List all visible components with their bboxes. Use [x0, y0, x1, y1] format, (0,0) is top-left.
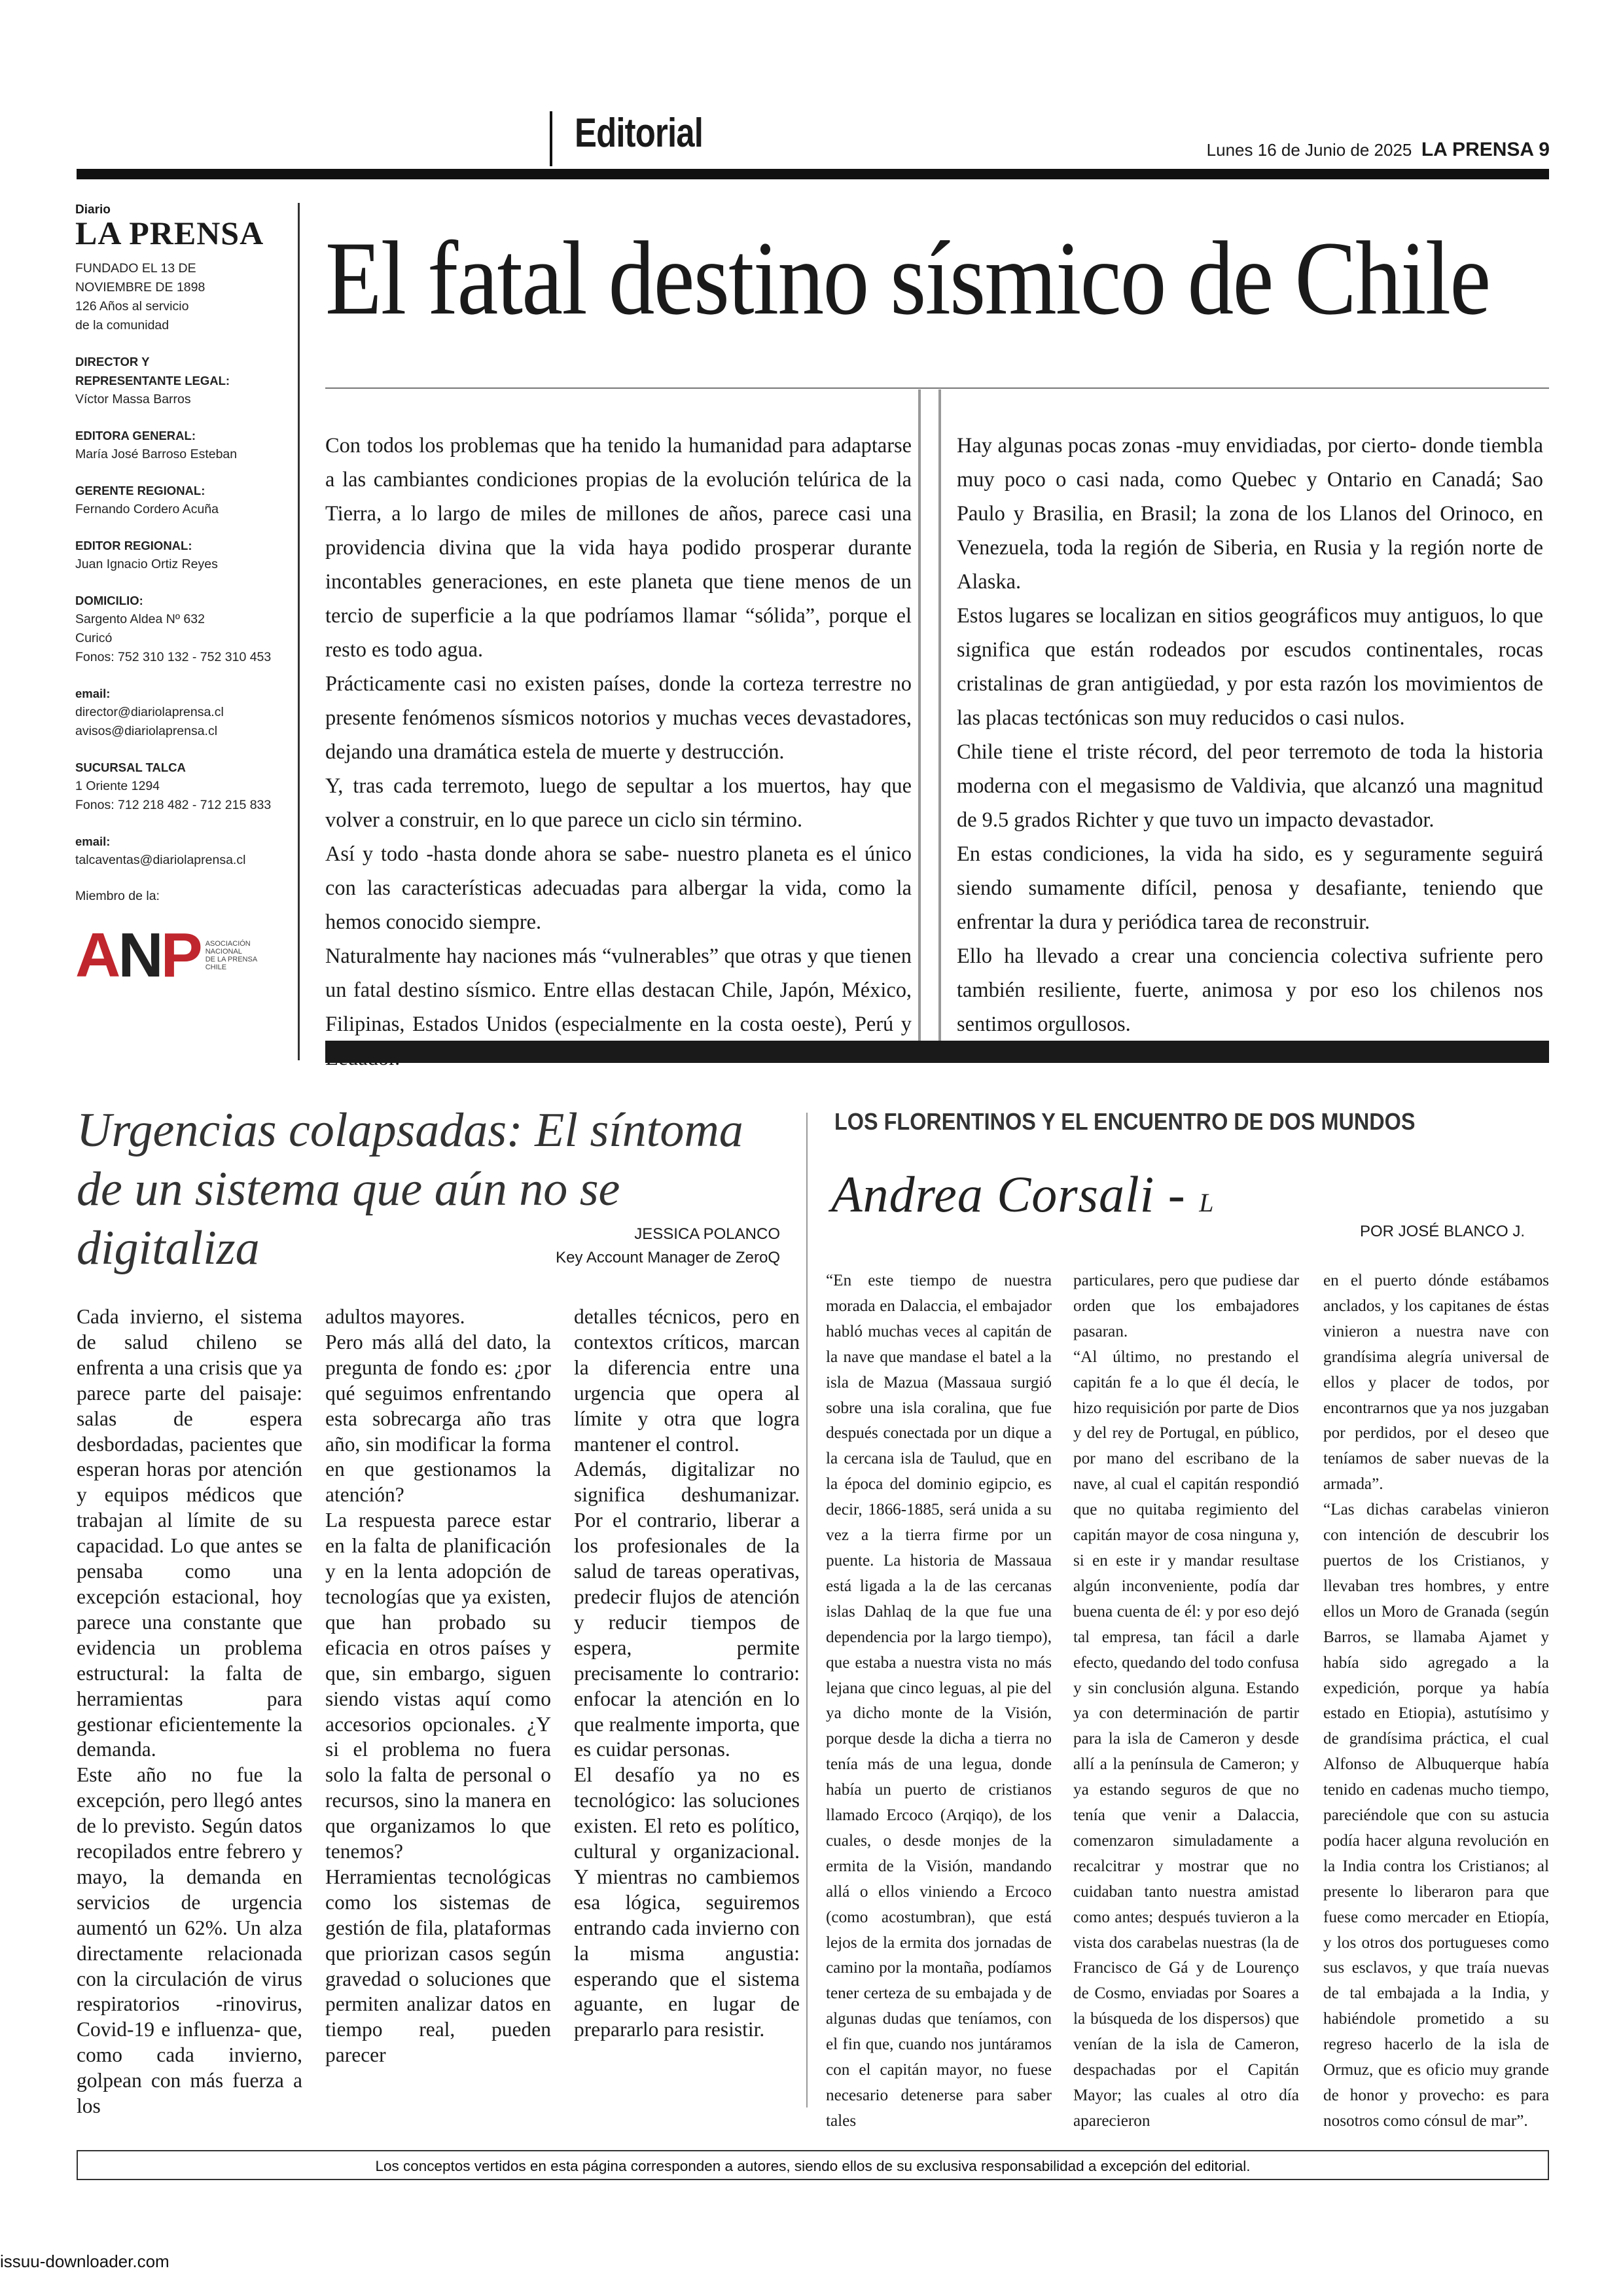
watermark: issuu-downloader.com — [0, 2251, 169, 2271]
staff-value: Juan Ignacio Ortiz Reyes — [75, 557, 218, 571]
staff-value: Fonos: 712 218 482 - 712 215 833 — [75, 798, 272, 812]
header-date: Lunes 16 de Junio de 2025 — [1206, 140, 1412, 160]
staff-editora — [75, 426, 298, 464]
paragraph: La respuesta parece estar en la falta de planificación y en la lenta adopción de tecnologías que ya existen, que han probado su eficacia en otros países y que, sin embargo, siguen siendo vistas aquí como accesorios opcionales. ¿Y si el problema no fuera solo la falta de personal o recursos, sino la manera en que organizamos lo que tenemos? — [325, 1509, 551, 1863]
founded-line: 126 Años al servicio — [75, 299, 189, 314]
urgencias-column-2 — [325, 1304, 551, 2068]
staff-editor — [75, 536, 298, 574]
staff-value: avisos@diariolaprensa.cl — [75, 724, 218, 738]
florentinos-title-suffix: L — [1199, 1188, 1215, 1217]
column-divider — [918, 389, 921, 1044]
staff-value: Víctor Massa Barros — [75, 392, 191, 406]
paragraph: Herramientas tecnológicas como los sistemas de gestión de fila, plataformas que priorizan casos según gravedad o soluciones que permiten analizar datos en tiempo real, pueden parecer — [325, 1865, 551, 2067]
title-rule — [325, 387, 1549, 389]
staff-domicilio — [75, 591, 298, 667]
anp-logo-text: ASOCIACIÓN NACIONAL DE LA PRENSA CHILE — [205, 940, 258, 971]
section-separator — [806, 1113, 808, 2108]
column-divider — [938, 389, 941, 1044]
paragraph: Y, tras cada terremoto, luego de sepultar a los muertos, hay que volver a construir, en lo que parece un ciclo sin término. — [325, 774, 912, 832]
masthead-founded — [75, 259, 298, 335]
paragraph: Ello ha llevado a crear una conciencia colectiva sufriente pero también resiliente, fuerte, animosa y por eso los chilenos nos sentimos orgullosos. — [957, 944, 1543, 1036]
author-role: Key Account Manager de ZeroQ — [556, 1249, 780, 1266]
masthead-name: LA PRENSA — [75, 215, 264, 251]
paragraph: Prácticamente casi no existen países, donde la corteza terrestre no presente fenómenos sísmicos notorios y muchas veces devastadores, dejando una dramática estela de muerte y destrucción. — [325, 672, 912, 764]
section-title: Editorial — [575, 111, 704, 156]
editorial-title: El fatal destino sísmico de Chile — [325, 220, 1490, 336]
urgencias-title: Urgencias colapsadas: El síntoma de un sistema que aún no se digitaliza — [77, 1103, 743, 1275]
staff-label: email: — [75, 834, 111, 848]
founded-line: NOVIEMBRE DE 1898 — [75, 280, 205, 295]
member-of: Miembro de la: — [75, 889, 160, 903]
staff-email — [75, 684, 298, 741]
header-date-page — [1207, 139, 1550, 161]
disclaimer-box: Los conceptos vertidos en esta página corresponden a autores, siendo ellos de su exclusiva responsabilidad a excepción del editorial. — [77, 2150, 1549, 2180]
staff-label: GERENTE REGIONAL: — [75, 484, 205, 497]
urgencias-byline — [556, 1223, 780, 1270]
staff-gerente — [75, 481, 298, 519]
paragraph: Además, digitalizar no significa deshumanizar. Por el contrario, liberar a los profesionales de la salud de tareas operativas, predecir flujos de atención y reducir tiempos de espera, permite precisamente lo contrario: enfocar la atención en lo que realmente importa, que es cuidar personas. — [574, 1458, 800, 1761]
staff-value: María José Barroso Esteban — [75, 447, 238, 461]
urgencias-column-1 — [77, 1304, 302, 2119]
staff-label: EDITORA GENERAL: — [75, 429, 196, 442]
staff-value: Fonos: 752 310 132 - 752 310 453 — [75, 650, 272, 664]
florentinos-kicker: LOS FLORENTINOS Y EL ENCUENTRO DE DOS MUNDOS — [834, 1108, 1416, 1135]
florentinos-title — [831, 1165, 1215, 1232]
header-divider — [550, 111, 552, 166]
staff-sucursal — [75, 758, 298, 815]
paragraph: adultos mayores. — [325, 1305, 465, 1328]
staff-director — [75, 352, 298, 409]
paragraph: Pero más allá del dato, la pregunta de fondo es: ¿por qué seguimos enfrentando esta sobrecarga año tras año, sin modificar la forma en que gestionamos la atención? — [325, 1330, 551, 1507]
anp-logo — [75, 920, 298, 990]
paragraph: Este año no fue la excepción, pero llegó antes de lo previsto. Según datos recopilados entre febrero y mayo, la demanda en servicios de urgencia aumentó un 62%. Un alza directamente relacionada con la circulación de virus respiratorios -rinovirus, Covid-19 e influenza- que, como cada invierno, golpean con más fuerza a los — [77, 1763, 302, 2118]
founded-line: de la comunidad — [75, 318, 169, 332]
paragraph: El desafío ya no es tecnológico: las soluciones existen. El reto es político, cultural y organizacional. Y mientras no cambiemos esa lógica, seguiremos entrando cada invierno con la misma angustia: esperando que el sistema aguante, en lugar de prepararlo para resistir. — [574, 1763, 800, 2041]
staff-value: Fernando Cordero Acuña — [75, 502, 219, 516]
paragraph: detalles técnicos, pero en contextos críticos, marcan la diferencia entre una urgencia que opera al límite y otra que logra mantener el control. — [574, 1305, 800, 1456]
staff-label: REPRESENTANTE LEGAL: — [75, 374, 230, 387]
editorial-bottom-bar — [325, 1041, 1549, 1063]
staff-value: talcaventas@diariolaprensa.cl — [75, 853, 246, 867]
paragraph: “Las dichas carabelas vinieron con intención de descubrir los puertos de los Cristianos, y llevaban tres hombres, y entre ellos un Moro de Granada (según Barros, se llamaba Ajamet y había sido agregado a la expedición, porque ya había estado en Etiopia), astutísimo y de grandísima práctica, el cual Alfonso de Albuquerque había tenido en cadenas mucho tiempo, pareciéndole que con su astucia podía hacer alguna revolución en la India contra los Cristianos; al presente lo liberaron para que fuese como mercader en Etiopía, y los otros dos portugueses como sus esclavos, y que traía nuevas de tal embajada a la India, y habiéndole prometido a su regreso hacerlo de la isla de Ormuz, que es oficio muy grande de honor y provecho: es para nosotros como cónsul de mar”. — [1323, 1501, 1549, 2130]
paragraph: Chile tiene el triste récord, del peor terremoto de toda la historia moderna con el megasismo de Valdivia, que alcanzó una magnitud de 9.5 grados Richter y que tuvo un impacto devastador. — [957, 740, 1543, 832]
staff-label: EDITOR REGIONAL: — [75, 539, 192, 552]
paragraph: Con todos los problemas que ha tenido la humanidad para adaptarse a las cambiantes condiciones propias de la evolución telúrica de la Tierra, a lo largo de miles de millones de años, parece casi una providencia divina que la vida haya podido prosperar durante incontables generaciones, en este planeta que tiene menos de un tercio de superficie a la que podríamos llamar “sólida”, porque el resto es todo agua. — [325, 434, 912, 662]
paragraph: Hay algunas pocas zonas -muy envidiadas, por cierto- donde tiembla muy poco o casi nada, como Quebec y Ontario en Canadá; Sao Paulo y Brasilia, en Brasil; la zona de los Llanos del Orinoco, en Venezuela, toda la región de Siberia, en Rusia y la región norte de Alaska. — [957, 434, 1543, 594]
paragraph: en el puerto dónde estábamos anclados, y los capitanes de éstas vinieron a nuestra nave con grandísima alegría universal de ellos y placer de todos, por encontrarnos que ya nos juzgaban por perdidos, por el deseo que teníamos de saber nuevas de la armada”. — [1323, 1272, 1549, 1494]
paragraph: Estos lugares se localizan en sitios geográficos muy antiguos, lo que significa que están rodeados por escudos continentales, rocas cristalinas de gran antigüedad, y por esta razón los movimientos de las placas tectónicas son muy reducidos o casi nulos. — [957, 604, 1543, 730]
founded-line: FUNDADO EL 13 DE — [75, 261, 196, 276]
masthead — [75, 203, 300, 1060]
editorial-column-1 — [325, 429, 912, 1075]
header-paper-page: LA PRENSA 9 — [1421, 139, 1550, 160]
florentinos-byline: POR JOSÉ BLANCO J. — [1359, 1223, 1525, 1240]
staff-label: email: — [75, 687, 111, 700]
author-name: JESSICA POLANCO — [634, 1225, 780, 1243]
staff-value: Curicó — [75, 631, 113, 645]
staff-label: SUCURSAL TALCA — [75, 761, 186, 774]
florentinos-column-1 — [826, 1268, 1052, 2134]
anp-logo-mark: ANP — [75, 920, 200, 990]
editorial-column-2 — [957, 429, 1543, 1041]
staff-value: director@diariolaprensa.cl — [75, 705, 224, 719]
staff-email-talca — [75, 832, 298, 870]
paragraph: “En este tiempo de nuestra morada en Dalaccia, el embajador habló muchas veces al capitán de la nave que mandase el batel a la isla de Mazua (Massaua surgió sobre una isla coralina, que fue después conectada por un dique a la cercana isla de Taulud, que en la época del dominio egipcio, es decir, 1866-1885, será unida a su vez a la tierra firme por un puente. La historia de Massaua está ligada a la de las cercanas islas Dahlaq de la que fue una dependencia por la largo tiempo), que estaba a nuestra vista no más lejana que cinco leguas, al pie del ya dicho monte de la Visión, porque desde la dicha a tierra no tenía más de una legua, donde había un puerto de cristianos llamado Ercoco (Arqiqo), de los cuales, o desde monjes de la ermita de la Visión, mandando allá o ellos viniendo a Ercoco (como acostumbran), que está lejos de la ermita dos jornadas de camino por la montaña, podíamos tener certeza de su embajada y de algunas dudas que teníamos, con el fin que, cuando nos juntáramos con el capitán mayor, no fuese necesario detenerse para saber tales — [826, 1272, 1052, 2130]
staff-label: DIRECTOR Y — [75, 355, 150, 368]
urgencias-column-3 — [574, 1304, 800, 2043]
paragraph: En estas condiciones, la vida ha sido, es y seguramente seguirá siendo sumamente difícil, penosa y desafiante, teniendo que enfrentar la dura y periódica tarea de reconstruir. — [957, 842, 1543, 934]
paragraph: Cada invierno, el sistema de salud chileno se enfrenta a una crisis que ya parece parte del paisaje: salas de espera desbordadas, pacientes que esperan horas por atención y equipos médicos que trabajan al límite de su capacidad. Lo que antes se pensaba como una excepción estacional, hoy parece una constante que evidencia un problema estructural: la falta de herramientas para gestionar eficientemente la demanda. — [77, 1305, 302, 1761]
header-rule — [77, 169, 1549, 179]
florentinos-column-3 — [1323, 1268, 1549, 2134]
florentinos-title-main: Andrea Corsali - — [831, 1166, 1186, 1223]
staff-value: 1 Oriente 1294 — [75, 779, 160, 793]
paragraph: “Al último, no prestando el capitán fe a lo que él decía, le hizo requisición por parte de Dios y del rey de Portugal, en público, por mano del escribano de la nave, al cual el capitán respondió que no quitaba regimiento del capitán mayor de cosa ninguna y, si en este ir y mandar resultase algún inconveniente, podía dar buena cuenta de él: y por eso dejó tal empresa, tan fácil a darle efecto, quedando del todo confusa y sin conclusión alguna. Estando ya con determinación de partir para la isla de Cameron y desde allí a la península de Cameron; y ya estando seguros de que no tenía que venir a Dalaccia, comenzaron simuladamente a recalcitrar y mostrar que no cuidaban tanto nuestra amistad como antes; después tuvieron a la vista dos carabelas nuestras (la de Francisco de Gá y de Lourenço de Cosmo, enviadas por Soares a la búsqueda de los dispersos) que venían de la isla de Cameron, despachadas por el Capitán Mayor; las cuales al otro día aparecieron — [1073, 1348, 1299, 2130]
masthead-diario: Diario — [75, 203, 111, 217]
paragraph: particulares, pero que pudiese dar orden que los embajadores pasaran. — [1073, 1272, 1299, 1340]
staff-value: Sargento Aldea Nº 632 — [75, 612, 205, 626]
paragraph: Naturalmente hay naciones más “vulnerables” que otras y que tienen un fatal destino sísmico. Entre ellas destacan Chile, Japón, México, Filipinas, Estados Unidos (especialmente en la costa oeste), Perú y — [325, 944, 912, 1036]
florentinos-column-2 — [1073, 1268, 1299, 2134]
staff-label: DOMICILIO: — [75, 594, 143, 607]
paragraph: Así y todo -hasta donde ahora se sabe- nuestro planeta es el único con las características adecuadas para albergar la vida, como la hemos conocido siempre. — [325, 842, 912, 934]
